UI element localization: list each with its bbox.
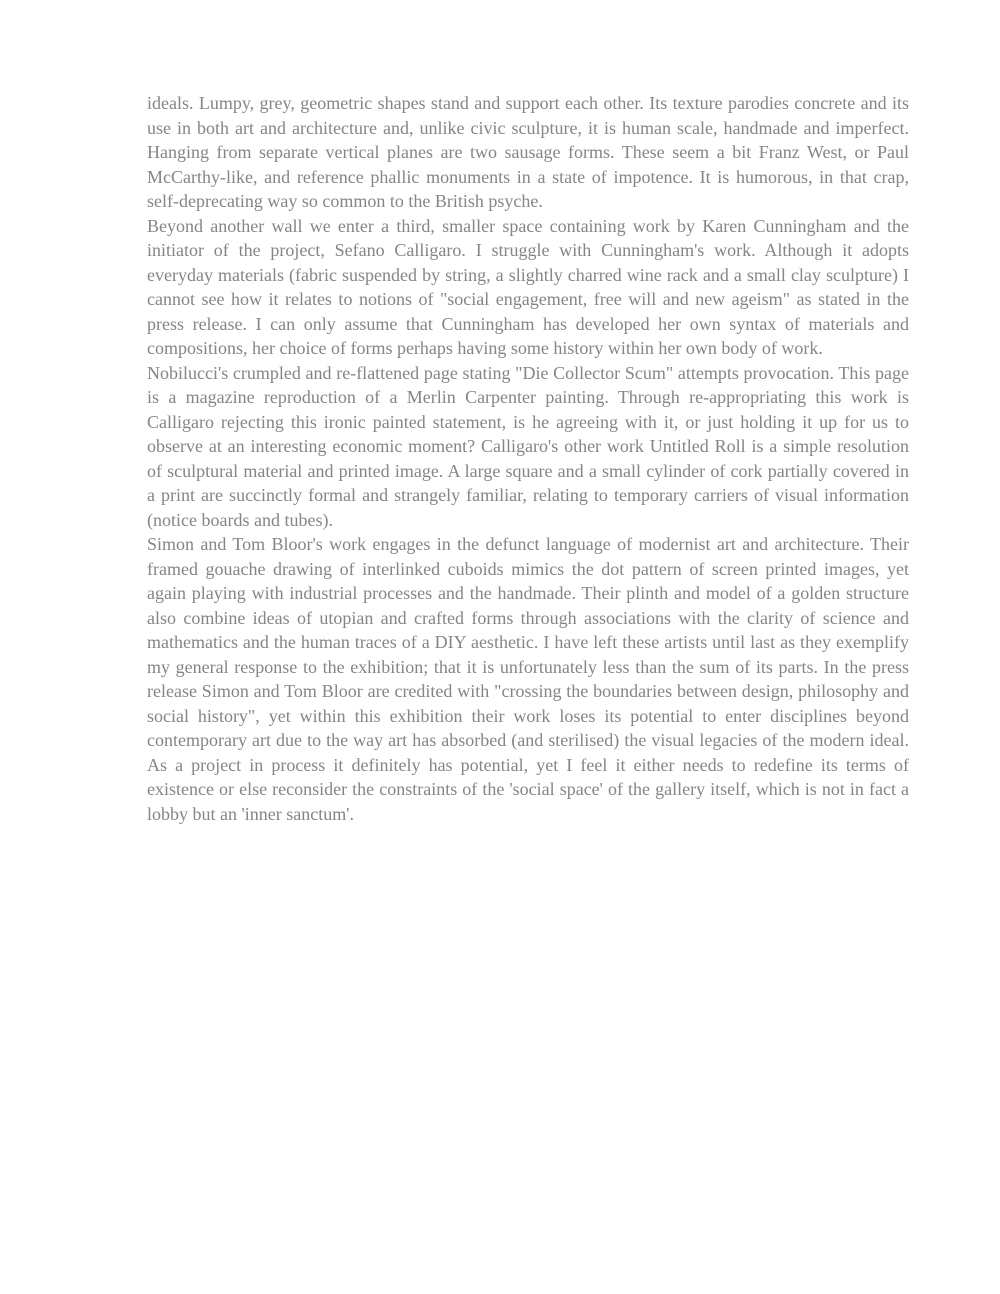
paragraph: Nobilucci's crumpled and re-flattened page stating "Die Collector Scum" attempts provocation. This page is a magazine reproduction of a Merlin Carpenter painting. Through re-appropriating this work is Calligaro rejecting this ironic painted statement, is he agreeing with it, or just holding it up for us to observe at an interesting economic moment? Calligaro's other work Untitled Roll is a simple resolution of sculptural material and printed image. A large square and a small cylinder of cork partially covered in a print are succinctly formal and strangely familiar, relating to temporary carriers of visual information (notice boards and tubes). [147, 362, 909, 530]
paragraph: Simon and Tom Bloor's work engages in the defunct language of modernist art and architecture. Their framed gouache drawing of interlinked cuboids mimics the dot pattern of screen printed images, yet again playing with industrial processes and the handmade. Their plinth and model of a golden structure also combine ideas of utopian and crafted forms through associations with the clarity of science and mathematics and the human traces of a DIY aesthetic. I have left these artists until last as they exemplify my general response to the exhibition; that it is unfortunately less than the sum of its parts. In the press release Simon and Tom Bloor are credited with "crossing the boundaries between design, philosophy and social history", yet within this exhibition their work loses its potential to enter disciplines beyond contemporary art due to the way art has absorbed (and sterilised) the visual legacies of the modern ideal. As a project in process it definitely has potential, yet I feel it either needs to redefine its terms of existence or else reconsider the constraints of the 'social space' of the gallery itself, which is not in fact a lobby but an 'inner sanctum'. [147, 534, 909, 824]
paragraph: Beyond another wall we enter a third, smaller space containing work by Karen Cunningham and the initiator of the project, Sefano Calligaro. I struggle with Cunningham's work. Although it adopts everyday materials (fabric suspended by string, a slightly charred wine rack and a small clay sculpture) I cannot see how it relates to notions of "social engagement, free will and new ageism" as stated in the press release. I can only assume that Cunningham has developed her own syntax of materials and compositions, her choice of forms perhaps having some history within her own body of work. [147, 215, 909, 358]
paragraph: ideals. Lumpy, grey, geometric shapes stand and support each other. Its texture parodies concrete and its use in both art and architecture and, unlike civic sculpture, it is human scale, handmade and imperfect. Hanging from separate vertical planes are two sausage forms. These seem a bit Franz West, or Paul McCarthy-like, and reference phallic monuments in a state of impotence. It is humorous, in that crap, self-deprecating way so common to the British psyche. [147, 93, 909, 211]
article-text [147, 91, 909, 826]
